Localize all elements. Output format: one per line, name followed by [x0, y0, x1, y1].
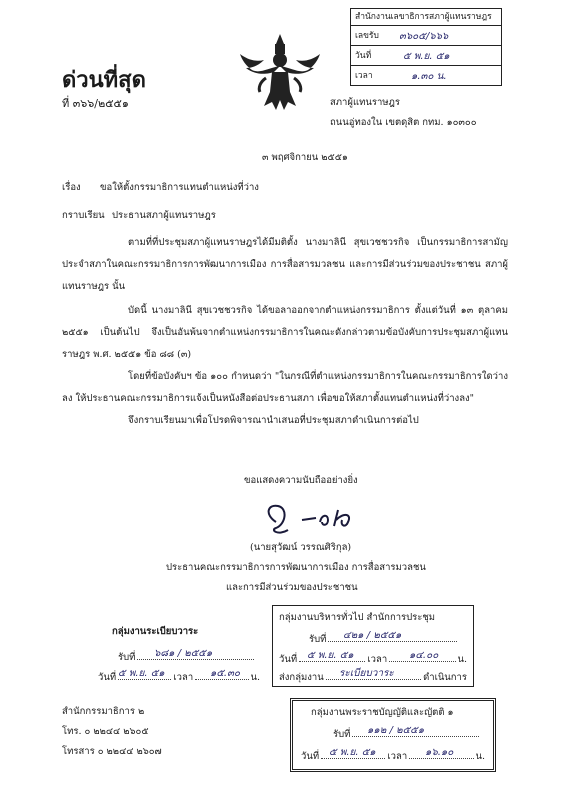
agenda-group-stamp — [92, 620, 262, 690]
agenda-time-unit: น. — [250, 672, 261, 683]
bill-motion-stamp — [290, 698, 496, 772]
bill-stamp-title: กลุ่มงานพระราชบัญญัติและญัตติ ๑ — [311, 707, 454, 718]
footer-office: สำนักกรรมาธิการ ๒ — [62, 706, 145, 717]
admin-time-value: ๑๔.๐๐ — [409, 650, 439, 661]
admin-time-unit: น. — [457, 654, 468, 665]
receipt-time-value: ๑.๓๐ น. — [411, 71, 447, 82]
agenda-time-value: ๑๕.๓๐ — [210, 668, 241, 679]
body-paragraph-4: จึงกราบเรียนมาเพื่อโปรดพิจารณานำเสนอที่ประชุมสภาดำเนินการต่อไป — [128, 415, 419, 426]
bill-recv-value: ๑๑๒ / ๒๕๕๑ — [367, 725, 425, 736]
agenda-recv-label: รับที่ — [118, 652, 136, 663]
recipient-text: ประธานสภาผู้แทนราษฎร — [112, 210, 216, 221]
agenda-time-label: เวลา — [173, 672, 194, 683]
bill-date-value: ๕ พ.ย. ๕๑ — [329, 747, 376, 758]
bill-date-label: วันที่ — [301, 751, 320, 762]
urgent-label: ด่วนที่สุด — [62, 67, 146, 93]
admin-date-label: วันที่ — [279, 654, 298, 665]
signer-title-line-2: และการมีส่วนร่วมของประชาชน — [226, 582, 358, 593]
agenda-date-label: วันที่ — [98, 672, 117, 683]
admin-date-value: ๕ พ.ย. ๕๑ — [307, 650, 354, 661]
receipt-number-value: ๓๖๐๕/๖๖๖ — [399, 31, 449, 42]
bill-recv-label: รับที่ — [333, 729, 351, 740]
org-address: ถนนอู่ทองใน เขตดุสิต กทม. ๑๐๓๐๐ — [330, 117, 477, 128]
admin-forward-value: ระเบียบวาระ — [339, 668, 394, 679]
signature-icon — [258, 500, 368, 540]
bill-time-value: ๑๖.๑๐ — [425, 747, 454, 758]
body-paragraph-1: ตามที่ที่ประชุมสภาผู้แทนราษฎรได้มีมติตั้ง นางมาลินี สุขเวชชวรกิจ เป็นกรรมาธิการสามัญประจำสภาในคณะกรรมาธิการการพัฒนาการเมือง การสื่อสารมวลชน และการมีส่วนร่วมของประชาชน สภาผู้แทนราษฎร นั้น — [62, 237, 508, 292]
agenda-date-value: ๕ พ.ย. ๕๑ — [118, 668, 165, 679]
footer-tel: โทร. ๐ ๒๒๔๔ ๒๖๐๕ — [62, 726, 149, 737]
receipt-number-label: เลขรับ — [355, 31, 379, 41]
bill-time-label: เวลา — [387, 751, 408, 762]
receipt-office: สำนักงานเลขาธิการสภาผู้แทนราษฎร — [355, 12, 492, 22]
subject-label: เรื่อง — [62, 182, 81, 193]
agenda-recv-value: ๖๘๑ / ๒๕๕๑ — [154, 648, 213, 659]
admin-action-label: ดำเนินการ — [423, 672, 467, 683]
admin-forward-label: ส่งกลุ่มงาน — [279, 672, 324, 683]
receipt-time-label: เวลา — [355, 71, 373, 81]
body-paragraph-2: บัดนี้ นางมาลินี สุขเวชชวรกิจ ได้ขอลาออกจากตำแหน่งกรรมาธิการ ตั้งแต่วันที่ ๑๓ ตุลาคม ๒๕๕๑ เป็นต้นไป จึงเป็นอันพ้นจากตำแหน่งกรรมาธิการในคณะดังกล่าวตามข้อบังคับการประชุมสภาผู้แทนราษฎร พ.ศ. ๒๕๕๑ ข้อ ๘๘ (๓) — [62, 305, 508, 360]
signer-title-line-1: ประธานคณะกรรมาธิการการพัฒนาการเมือง การสื่อสารมวลชน — [166, 562, 426, 573]
general-admin-stamp — [272, 605, 474, 687]
garuda-emblem-icon — [238, 30, 322, 114]
signer-name: (นายสุวัฒน์ วรรณศิริกุล) — [250, 542, 352, 553]
receipt-stamp — [350, 8, 502, 86]
admin-recv-label: รับที่ — [309, 634, 327, 645]
recipient-label: กราบเรียน — [62, 210, 105, 221]
org-name: สภาผู้แทนราษฎร — [330, 97, 401, 108]
receipt-date-value: ๕ พ.ย. ๕๑ — [403, 51, 450, 62]
admin-recv-value: ๔๒๑ / ๒๕๕๑ — [343, 630, 402, 641]
document-date: ๓ พฤศจิกายน ๒๕๕๑ — [262, 152, 348, 163]
bill-time-unit: น. — [475, 751, 486, 762]
receipt-date-label: วันที่ — [355, 51, 372, 61]
document-number: ที่ ๓๖๖/๒๕๕๑ — [62, 97, 129, 110]
footer-fax: โทรสาร ๐ ๒๒๔๔ ๒๖๐๗ — [62, 746, 162, 757]
admin-time-label: เวลา — [367, 654, 388, 665]
subject-text: ขอให้ตั้งกรรมาธิการแทนตำแหน่งที่ว่าง — [100, 182, 259, 193]
admin-stamp-title: กลุ่มงานบริหารทั่วไป สำนักการประชุม — [279, 612, 436, 623]
closing-salutation: ขอแสดงความนับถืออย่างยิ่ง — [244, 475, 358, 486]
agenda-stamp-title: กลุ่มงานระเบียบวาระ — [112, 626, 199, 637]
body-paragraph-3: โดยที่ข้อบังคับฯ ข้อ ๑๐๐ กำหนดว่า "ในกรณีที่ตำแหน่งกรรมาธิการในคณะกรรมาธิการใดว่างลง ให้ประธานคณะกรรมาธิการแจ้งเป็นหนังสือต่อประธานสภา เพื่อขอให้สภาตั้งแทนตำแหน่งที่ว่างลง" — [62, 371, 508, 404]
